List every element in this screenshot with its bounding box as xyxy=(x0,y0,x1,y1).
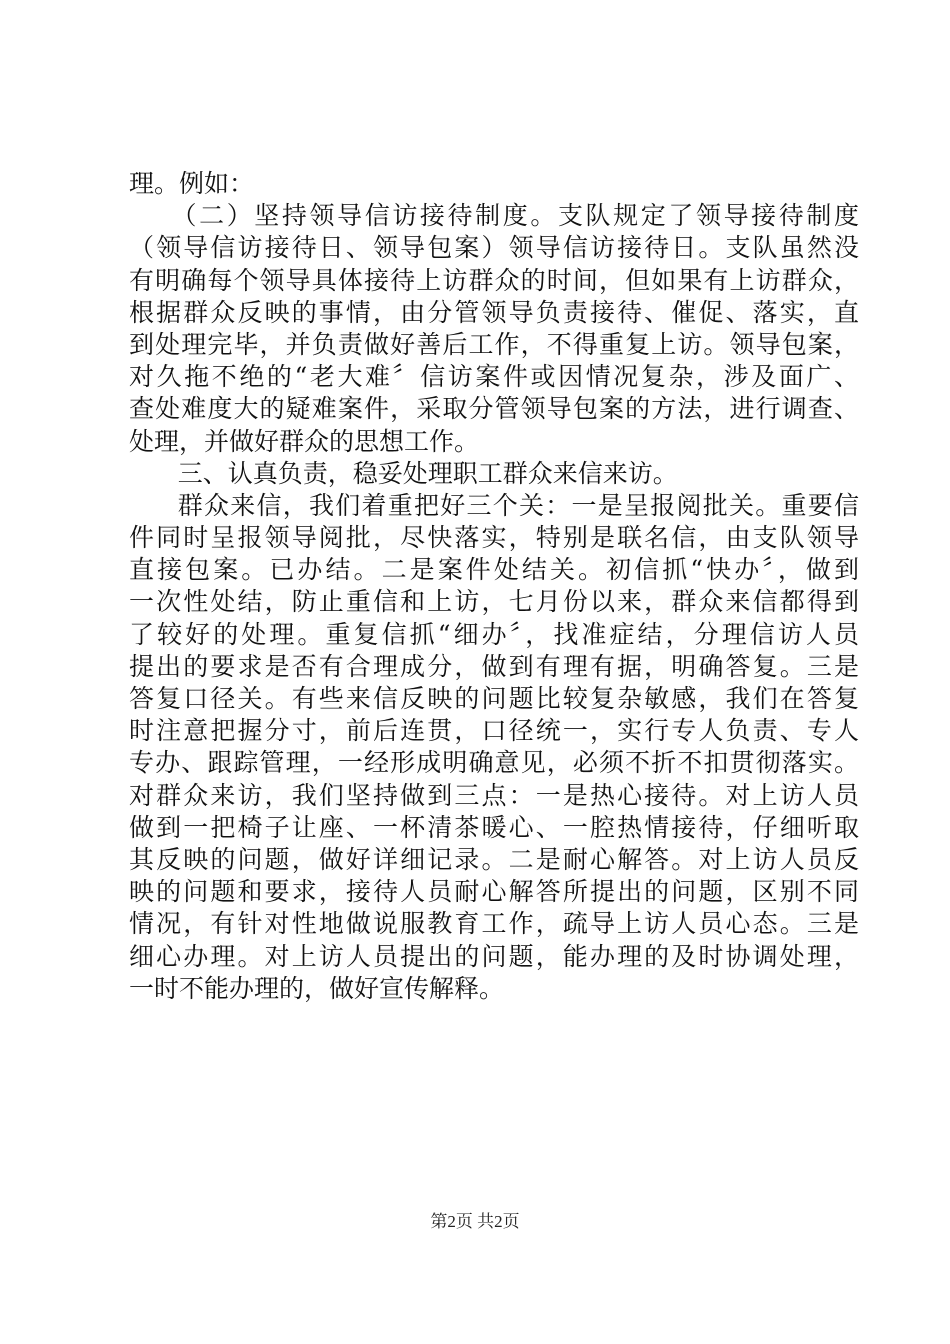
text-line: 提出的要求是否有合理成分，做到有理有据，明确答复。三是 xyxy=(129,651,859,681)
text-line: 理。例如： xyxy=(129,169,255,198)
body-text xyxy=(129,168,859,1005)
text-line: 一时不能办理的，做好宣传解释。 xyxy=(129,973,505,1003)
text-line: 处理，并做好群众的思想工作。 xyxy=(129,426,480,456)
text-line: 根据群众反映的事情，由分管领导负责接待、催促、落实，直 xyxy=(129,297,859,327)
text-line: （领导信访接待日、领导包案）领导信访接待日。支队虽然没 xyxy=(129,233,859,263)
text-line: 对久拖不绝的“老大难〞信访案件或因情况复杂，涉及面广、 xyxy=(129,362,859,392)
text-line: （二）坚持领导信访接待制度。支队规定了领导接待制度 xyxy=(171,201,859,231)
text-line: 映的问题和要求，接待人员耐心解答所提出的问题，区别不同 xyxy=(129,877,859,907)
text-line: 细心办理。对上访人员提出的问题，能办理的及时协调处理， xyxy=(129,941,859,971)
text-line: 三、认真负责，稳妥处理职工群众来信来访。 xyxy=(177,458,678,488)
text-line: 群众来信，我们着重把好三个关：一是呈报阅批关。重要信 xyxy=(177,490,859,520)
text-line: 答复口径关。有些来信反映的问题比较复杂敏感，我们在答复 xyxy=(129,684,859,713)
text-line: 直接包案。已办结。二是案件处结关。初信抓“快办〞，做到 xyxy=(129,555,859,585)
text-line: 有明确每个领导具体接待上访群众的时间，但如果有上访群众， xyxy=(129,265,859,295)
text-line: 一次性处结，防止重信和上访，七月份以来，群众来信都得到 xyxy=(129,587,859,617)
text-line: 对群众来访，我们坚持做到三点：一是热心接待。对上访人员 xyxy=(129,780,859,810)
text-line: 专办、跟踪管理，一经形成明确意见，必须不折不扣贯彻落实。 xyxy=(129,748,859,778)
text-line: 到处理完毕，并负责做好善后工作，不得重复上访。领导包案， xyxy=(129,329,859,359)
text-line: 件同时呈报领导阅批，尽快落实，特别是联名信，由支队领导 xyxy=(129,523,859,553)
text-line: 时注意把握分寸，前后连贯，口径统一，实行专人负责、专人 xyxy=(129,716,859,746)
page-footer: 第2页 共2页 xyxy=(430,1212,520,1231)
text-line: 查处难度大的疑难案件，采取分管领导包案的方法，进行调查、 xyxy=(129,394,859,424)
text-line: 其反映的问题，做好详细记录。二是耐心解答。对上访人员反 xyxy=(129,844,859,874)
text-line: 情况，有针对性地做说服教育工作，疏导上访人员心态。三是 xyxy=(129,909,859,939)
text-line: 了较好的处理。重复信抓“细办〞，找准症结，分理信访人员 xyxy=(129,619,859,649)
text-line: 做到一把椅子让座、一杯清茶暖心、一腔热情接待，仔细听取 xyxy=(129,812,859,842)
